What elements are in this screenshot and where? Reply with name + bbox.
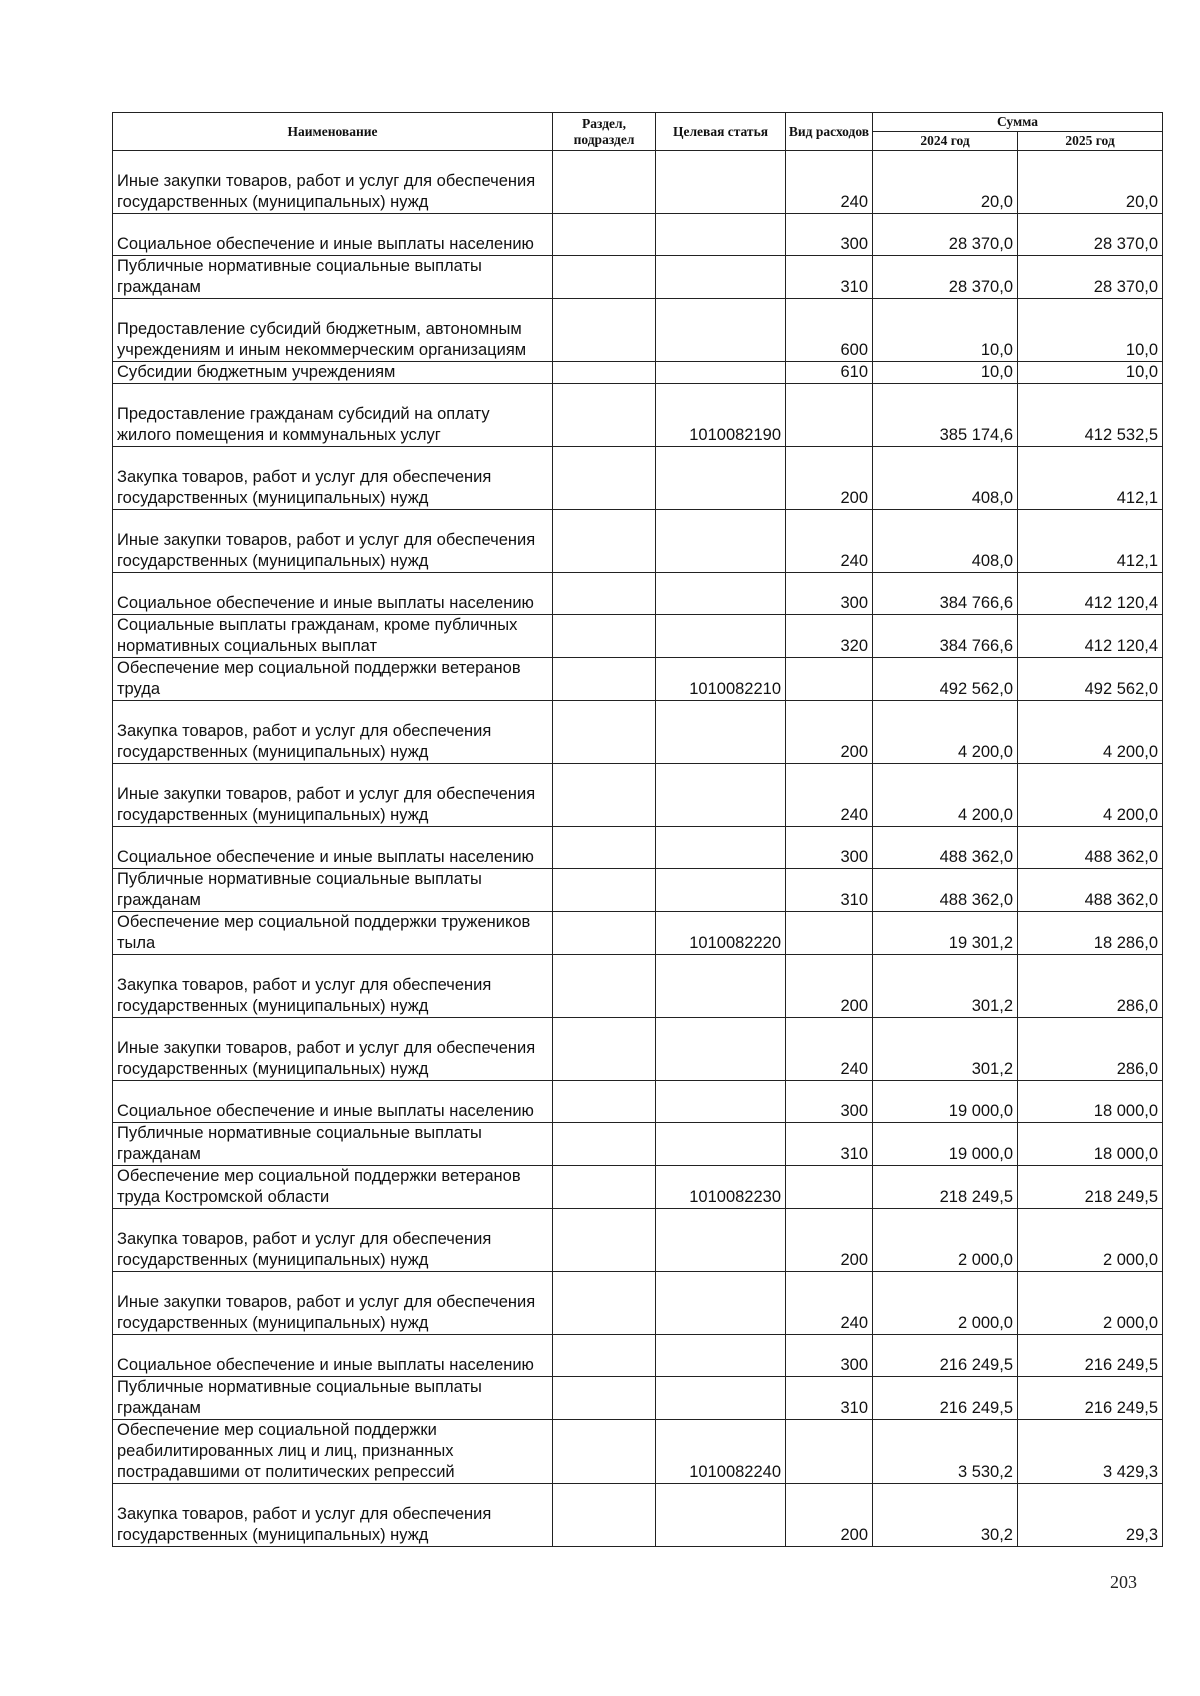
cell-name: Закупка товаров, работ и услуг для обеспечения государственных (муниципальных) нужд <box>113 701 553 764</box>
cell-2024: 4 200,0 <box>873 764 1018 827</box>
cell-kind: 240 <box>786 510 873 573</box>
cell-section <box>553 912 656 955</box>
cell-target: 1010082210 <box>656 658 786 701</box>
cell-section <box>553 1166 656 1209</box>
cell-section <box>553 1335 656 1377</box>
cell-name: Обеспечение мер социальной поддержки ветеранов труда Костромской области <box>113 1166 553 1209</box>
cell-target <box>656 510 786 573</box>
cell-kind: 240 <box>786 1018 873 1081</box>
cell-2024: 488 362,0 <box>873 869 1018 912</box>
cell-kind: 600 <box>786 299 873 362</box>
cell-2024: 408,0 <box>873 447 1018 510</box>
cell-target <box>656 1123 786 1166</box>
table-row <box>113 151 1163 214</box>
table-row <box>113 827 1163 869</box>
header-section: Раздел, подраздел <box>553 113 656 151</box>
cell-target <box>656 1209 786 1272</box>
cell-target <box>656 151 786 214</box>
header-target: Целевая статья <box>656 113 786 151</box>
cell-section <box>553 764 656 827</box>
table-row <box>113 1081 1163 1123</box>
cell-name: Обеспечение мер социальной поддержки реабилитированных лиц и лиц, признанных пострадавшими от политических репрессий <box>113 1420 553 1484</box>
table-row <box>113 912 1163 955</box>
cell-2024: 216 249,5 <box>873 1377 1018 1420</box>
cell-target <box>656 869 786 912</box>
cell-2024: 19 000,0 <box>873 1081 1018 1123</box>
header-sum: Сумма <box>873 113 1163 132</box>
cell-section <box>553 447 656 510</box>
table-row <box>113 764 1163 827</box>
cell-section <box>553 1018 656 1081</box>
cell-name: Социальное обеспечение и иные выплаты населению <box>113 1081 553 1123</box>
cell-2025: 412,1 <box>1018 510 1163 573</box>
cell-2024: 3 530,2 <box>873 1420 1018 1484</box>
cell-kind: 200 <box>786 1484 873 1547</box>
cell-2024: 20,0 <box>873 151 1018 214</box>
cell-target <box>656 1272 786 1335</box>
cell-target <box>656 256 786 299</box>
cell-2025: 412 120,4 <box>1018 573 1163 615</box>
cell-kind: 240 <box>786 1272 873 1335</box>
cell-kind <box>786 1420 873 1484</box>
cell-target: 1010082240 <box>656 1420 786 1484</box>
cell-kind: 300 <box>786 1335 873 1377</box>
cell-2025: 28 370,0 <box>1018 256 1163 299</box>
cell-target <box>656 1335 786 1377</box>
cell-name: Субсидии бюджетным учреждениям <box>113 362 553 384</box>
cell-target: 1010082190 <box>656 384 786 447</box>
cell-name: Иные закупки товаров, работ и услуг для обеспечения государственных (муниципальных) нужд <box>113 151 553 214</box>
cell-target: 1010082220 <box>656 912 786 955</box>
cell-2024: 19 000,0 <box>873 1123 1018 1166</box>
cell-2024: 488 362,0 <box>873 827 1018 869</box>
cell-2025: 4 200,0 <box>1018 701 1163 764</box>
cell-name: Публичные нормативные социальные выплаты гражданам <box>113 1123 553 1166</box>
cell-section <box>553 1377 656 1420</box>
cell-2025: 286,0 <box>1018 955 1163 1018</box>
header-year-2024: 2024 год <box>873 132 1018 151</box>
cell-kind <box>786 912 873 955</box>
cell-name: Социальное обеспечение и иные выплаты населению <box>113 827 553 869</box>
cell-section <box>553 955 656 1018</box>
cell-2025: 412 120,4 <box>1018 615 1163 658</box>
table-row <box>113 256 1163 299</box>
cell-kind: 300 <box>786 1081 873 1123</box>
table-row <box>113 573 1163 615</box>
cell-target <box>656 764 786 827</box>
cell-2024: 28 370,0 <box>873 256 1018 299</box>
cell-target <box>656 615 786 658</box>
cell-section <box>553 510 656 573</box>
cell-section <box>553 869 656 912</box>
cell-target <box>656 827 786 869</box>
cell-target <box>656 362 786 384</box>
table-row <box>113 1377 1163 1420</box>
table-row <box>113 1420 1163 1484</box>
cell-section <box>553 1484 656 1547</box>
cell-2025: 18 000,0 <box>1018 1123 1163 1166</box>
table-row <box>113 1166 1163 1209</box>
table-row <box>113 214 1163 256</box>
cell-2025: 216 249,5 <box>1018 1377 1163 1420</box>
cell-name: Закупка товаров, работ и услуг для обеспечения государственных (муниципальных) нужд <box>113 1484 553 1547</box>
cell-2025: 216 249,5 <box>1018 1335 1163 1377</box>
cell-2024: 30,2 <box>873 1484 1018 1547</box>
cell-section <box>553 573 656 615</box>
cell-target <box>656 214 786 256</box>
cell-2024: 385 174,6 <box>873 384 1018 447</box>
table-row <box>113 1484 1163 1547</box>
cell-kind: 200 <box>786 447 873 510</box>
cell-2024: 4 200,0 <box>873 701 1018 764</box>
cell-section <box>553 362 656 384</box>
cell-target <box>656 573 786 615</box>
cell-2024: 216 249,5 <box>873 1335 1018 1377</box>
table-row <box>113 1123 1163 1166</box>
cell-name: Публичные нормативные социальные выплаты гражданам <box>113 256 553 299</box>
cell-name: Иные закупки товаров, работ и услуг для обеспечения государственных (муниципальных) нужд <box>113 764 553 827</box>
cell-name: Предоставление гражданам субсидий на оплату жилого помещения и коммунальных услуг <box>113 384 553 447</box>
budget-table <box>112 112 1163 1547</box>
cell-kind: 610 <box>786 362 873 384</box>
cell-section <box>553 701 656 764</box>
cell-kind: 240 <box>786 764 873 827</box>
header-year-2025: 2025 год <box>1018 132 1163 151</box>
cell-name: Предоставление субсидий бюджетным, автономным учреждениям и иным некоммерческим организациям <box>113 299 553 362</box>
cell-2024: 492 562,0 <box>873 658 1018 701</box>
cell-name: Обеспечение мер социальной поддержки ветеранов труда <box>113 658 553 701</box>
cell-name: Закупка товаров, работ и услуг для обеспечения государственных (муниципальных) нужд <box>113 447 553 510</box>
cell-section <box>553 615 656 658</box>
cell-2024: 384 766,6 <box>873 573 1018 615</box>
table-header <box>113 113 1163 151</box>
cell-name: Иные закупки товаров, работ и услуг для обеспечения государственных (муниципальных) нужд <box>113 510 553 573</box>
cell-target <box>656 1081 786 1123</box>
cell-target <box>656 1018 786 1081</box>
cell-name: Социальное обеспечение и иные выплаты населению <box>113 1335 553 1377</box>
header-kind: Вид расходов <box>786 113 873 151</box>
cell-kind: 310 <box>786 1123 873 1166</box>
cell-2024: 28 370,0 <box>873 214 1018 256</box>
cell-name: Иные закупки товаров, работ и услуг для обеспечения государственных (муниципальных) нужд <box>113 1272 553 1335</box>
cell-2024: 10,0 <box>873 299 1018 362</box>
table-body <box>113 151 1163 1547</box>
table-row <box>113 384 1163 447</box>
cell-2024: 218 249,5 <box>873 1166 1018 1209</box>
cell-2024: 301,2 <box>873 955 1018 1018</box>
table-row <box>113 362 1163 384</box>
cell-name: Публичные нормативные социальные выплаты гражданам <box>113 1377 553 1420</box>
cell-2024: 19 301,2 <box>873 912 1018 955</box>
cell-section <box>553 1420 656 1484</box>
cell-2025: 218 249,5 <box>1018 1166 1163 1209</box>
cell-kind: 320 <box>786 615 873 658</box>
table-row <box>113 1209 1163 1272</box>
page-number: 203 <box>1110 1572 1137 1592</box>
cell-kind: 310 <box>786 869 873 912</box>
cell-kind <box>786 384 873 447</box>
cell-kind: 310 <box>786 256 873 299</box>
cell-kind: 240 <box>786 151 873 214</box>
cell-2025: 10,0 <box>1018 299 1163 362</box>
table-row <box>113 299 1163 362</box>
table-row <box>113 1272 1163 1335</box>
cell-kind: 300 <box>786 214 873 256</box>
cell-2025: 18 286,0 <box>1018 912 1163 955</box>
table-row <box>113 1018 1163 1081</box>
cell-2024: 301,2 <box>873 1018 1018 1081</box>
cell-kind <box>786 1166 873 1209</box>
cell-name: Иные закупки товаров, работ и услуг для обеспечения государственных (муниципальных) нужд <box>113 1018 553 1081</box>
cell-2024: 384 766,6 <box>873 615 1018 658</box>
cell-target: 1010082230 <box>656 1166 786 1209</box>
table-row <box>113 615 1163 658</box>
cell-2024: 10,0 <box>873 362 1018 384</box>
cell-section <box>553 1209 656 1272</box>
cell-2025: 18 000,0 <box>1018 1081 1163 1123</box>
cell-2025: 2 000,0 <box>1018 1272 1163 1335</box>
cell-section <box>553 151 656 214</box>
cell-2024: 408,0 <box>873 510 1018 573</box>
cell-target <box>656 447 786 510</box>
cell-kind: 200 <box>786 955 873 1018</box>
cell-section <box>553 299 656 362</box>
cell-2025: 28 370,0 <box>1018 214 1163 256</box>
cell-section <box>553 214 656 256</box>
cell-name: Обеспечение мер социальной поддержки тружеников тыла <box>113 912 553 955</box>
cell-2025: 2 000,0 <box>1018 1209 1163 1272</box>
cell-2024: 2 000,0 <box>873 1272 1018 1335</box>
cell-section <box>553 256 656 299</box>
cell-section <box>553 384 656 447</box>
table-row <box>113 447 1163 510</box>
cell-kind: 200 <box>786 701 873 764</box>
cell-section <box>553 1272 656 1335</box>
cell-target <box>656 1377 786 1420</box>
cell-name: Социальные выплаты гражданам, кроме публичных нормативных социальных выплат <box>113 615 553 658</box>
cell-name: Социальное обеспечение и иные выплаты населению <box>113 573 553 615</box>
table-row <box>113 701 1163 764</box>
cell-2025: 412 532,5 <box>1018 384 1163 447</box>
cell-name: Закупка товаров, работ и услуг для обеспечения государственных (муниципальных) нужд <box>113 955 553 1018</box>
cell-kind <box>786 658 873 701</box>
table-row <box>113 955 1163 1018</box>
cell-section <box>553 1081 656 1123</box>
table-row <box>113 658 1163 701</box>
cell-2025: 488 362,0 <box>1018 827 1163 869</box>
table-row <box>113 510 1163 573</box>
header-name: Наименование <box>113 113 553 151</box>
cell-2025: 29,3 <box>1018 1484 1163 1547</box>
cell-target <box>656 299 786 362</box>
cell-2024: 2 000,0 <box>873 1209 1018 1272</box>
cell-kind: 310 <box>786 1377 873 1420</box>
cell-target <box>656 701 786 764</box>
cell-2025: 20,0 <box>1018 151 1163 214</box>
cell-kind: 300 <box>786 827 873 869</box>
cell-name: Публичные нормативные социальные выплаты гражданам <box>113 869 553 912</box>
cell-2025: 492 562,0 <box>1018 658 1163 701</box>
cell-target <box>656 955 786 1018</box>
cell-section <box>553 1123 656 1166</box>
cell-2025: 286,0 <box>1018 1018 1163 1081</box>
cell-kind: 200 <box>786 1209 873 1272</box>
cell-name: Социальное обеспечение и иные выплаты населению <box>113 214 553 256</box>
table-row <box>113 869 1163 912</box>
cell-2025: 412,1 <box>1018 447 1163 510</box>
cell-2025: 10,0 <box>1018 362 1163 384</box>
table-row <box>113 1335 1163 1377</box>
cell-name: Закупка товаров, работ и услуг для обеспечения государственных (муниципальных) нужд <box>113 1209 553 1272</box>
cell-2025: 488 362,0 <box>1018 869 1163 912</box>
cell-kind: 300 <box>786 573 873 615</box>
cell-section <box>553 827 656 869</box>
cell-target <box>656 1484 786 1547</box>
cell-2025: 3 429,3 <box>1018 1420 1163 1484</box>
cell-2025: 4 200,0 <box>1018 764 1163 827</box>
cell-section <box>553 658 656 701</box>
